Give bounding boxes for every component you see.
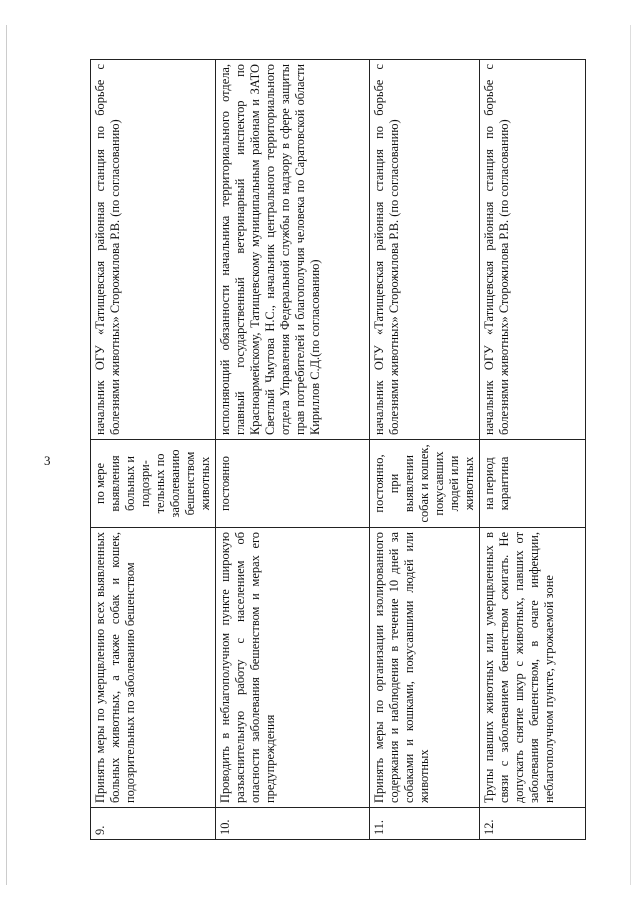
action-cell: Трупы павших животных или умерщвленных в связи с заболеванием бешенством сжигать. Не допускать снятие шкур с животных, павших от заболевания бешенством, в очаге инфекции, неблагополучном пункте, угрожаемой зоне [480,528,586,808]
page-number: 3 [44,453,51,468]
row-number: 10. [216,808,370,840]
responsible-cell: начальник ОГУ «Татищевская районная станция по борьбе с болезнями животных» Сторожилова Р.В. (по согласованию) [480,60,586,440]
responsible-cell: начальник ОГУ «Татищевская районная станция по борьбе с болезнями животных» Сторожилова Р.В. (по согласованию) [370,60,480,440]
responsible-cell: начальник ОГУ «Татищевская районная станция по борьбе с болезнями животных» Сторожилова Р.В. (по согласованию) [91,60,216,440]
term-cell: на период карантина [480,440,586,528]
responsible-cell: исполняющий обязанности начальника территориального отдела, главный государственный ветеринарный инспектор по Красноармейскому, Татищевскому муниципальным районам и ЗАТО Светлый Чмутова Н.С., начальник центрального территориального отдела Управления Федеральной службы по надзору в сфере защиты прав потребителей и благополучия человека по Саратовской области Кириллов С.Д.(по согласованию) [216,60,370,440]
term-cell: постоянно, при выявлении собак и кошек, покусавших людей или животных [370,440,480,528]
term-cell: постоянно [216,440,370,528]
term-cell: по мере выявления больных и подозри-тельных по заболеванию бешенством животных [91,440,216,528]
row-number: 12. [480,808,586,840]
action-cell: Принять меры по организации изолированного содержания и наблюдения в течение 10 дней за собаками и кошками, покусавшими людей или животных [370,528,480,808]
scan-mark [630,25,631,885]
table-row [91,60,216,840]
table-row [480,60,586,840]
rotated-table-container [90,60,555,840]
scan-mark [6,25,7,885]
table-row [216,60,370,840]
measures-table [90,59,586,840]
row-number: 9. [91,808,216,840]
table-row [370,60,480,840]
row-number: 11. [370,808,480,840]
action-cell: Проводить в неблагополучном пункте широкую разъяснительную работу с населением об опасности заболевания бешенством и мерах его предупреждения [216,528,370,808]
action-cell: Принять меры по умерщвлению всех выявленных больных животных, а также собак и кошек, подозрительных по заболеванию бешенством [91,528,216,808]
